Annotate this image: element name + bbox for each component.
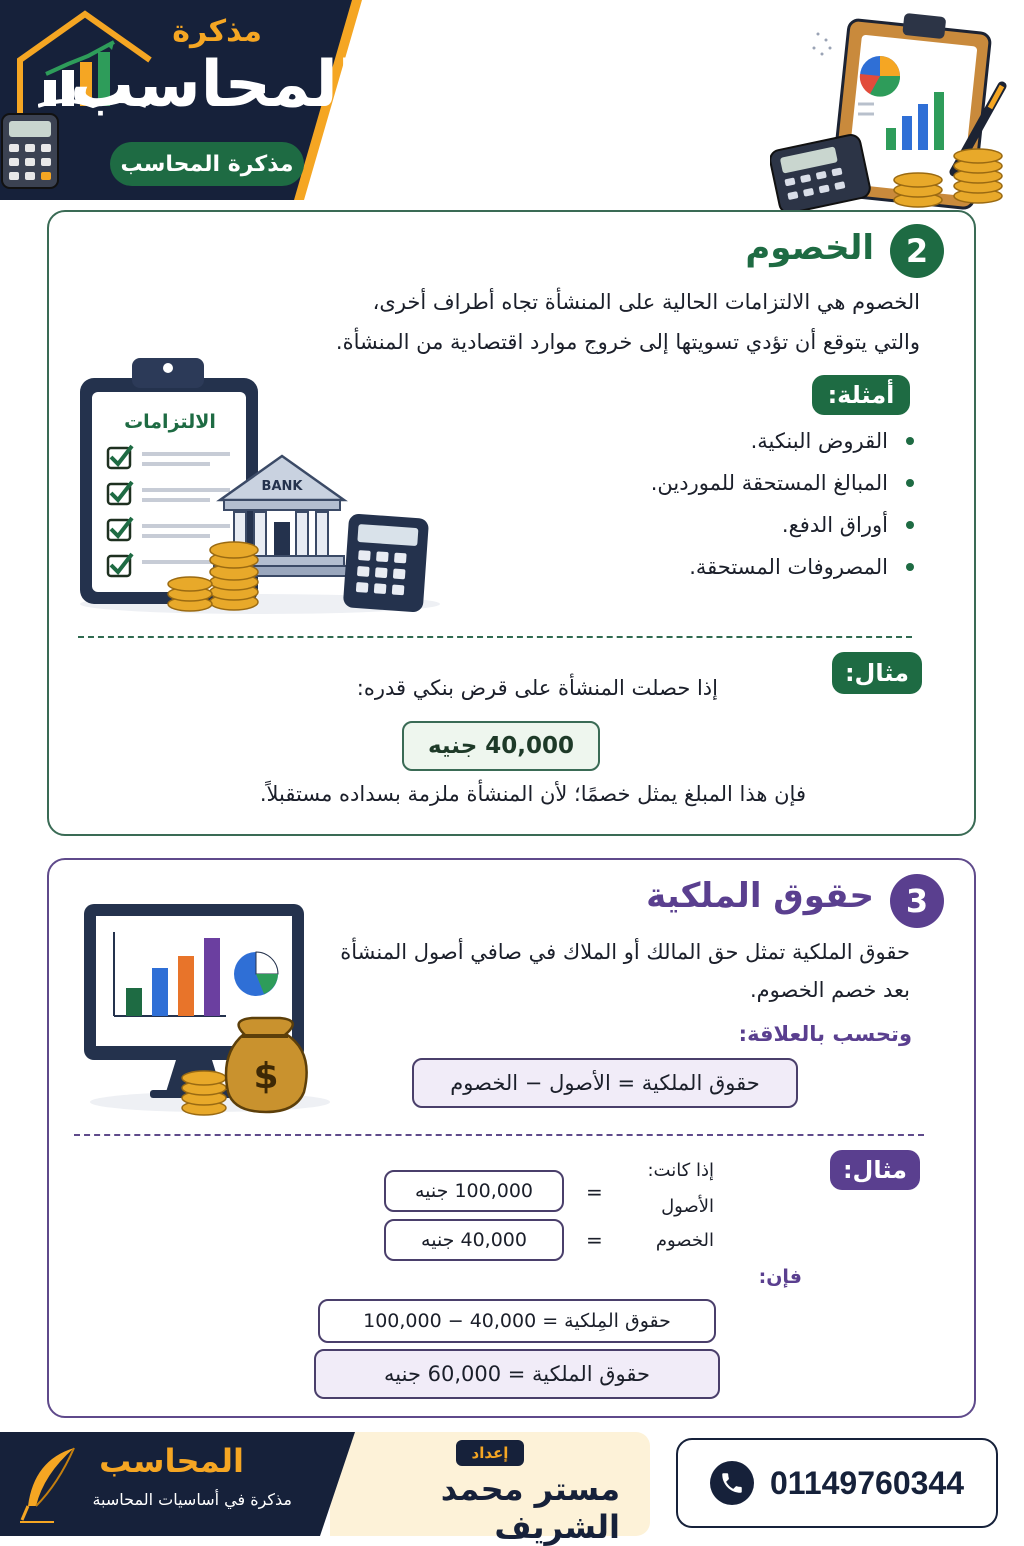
examples-tag: أمثلة: [812, 375, 910, 415]
footer-brand-subtitle: مذكرة في أساسيات المحاسبة [92, 1490, 292, 1509]
equity-calculation: حقوق المِلكية = 40,000 − 100,000 [318, 1299, 716, 1343]
quill-icon [14, 1444, 84, 1524]
equity-title: حقوق الملكية [646, 876, 874, 916]
equity-formula: حقوق الملكية = الأصول − الخصوم [412, 1058, 798, 1108]
svg-text:$: $ [253, 1056, 279, 1097]
bullet-icon [906, 479, 914, 487]
phone-number[interactable]: 01149760344 [770, 1464, 964, 1501]
assets-label: الأصول [661, 1196, 714, 1217]
calculator-icon [343, 513, 429, 612]
list-item: القروض البنكية. [494, 420, 914, 462]
example-tag: مثال: [832, 652, 922, 694]
phone-icon [710, 1461, 754, 1505]
liabilities-label: الخصوم [655, 1230, 714, 1251]
example-intro: إذا حصلت المنشأة على قرض بنكي قدره: [356, 676, 718, 700]
coins-icon [182, 1071, 226, 1115]
section-number-3: 3 [890, 874, 944, 928]
equity-definition-line2: بعد خصم الخصوم. [749, 978, 910, 1002]
relation-label: وتحسب بالعلاقة: [738, 1022, 912, 1046]
liabilities-value: 40,000 جنيه [384, 1219, 564, 1261]
bullet-icon [906, 563, 914, 571]
logo-pill: مذكرة المحاسب [110, 142, 304, 186]
prepared-badge: إعداد [456, 1440, 524, 1466]
list-item: المبالغ المستحقة للموردين. [494, 462, 914, 504]
example-tag: مثال: [830, 1150, 920, 1190]
example-conclusion: فإن هذا المبلغ يمثل خصمًا؛ لأن المنشأة ملزمة بسداده مستقبلاً. [259, 782, 806, 806]
example-amount: 40,000 جنيه [402, 721, 600, 771]
liabilities-title: الخصوم [745, 228, 874, 268]
bank-label: BANK [261, 479, 303, 494]
equals-sign: = [586, 1228, 603, 1252]
clipboard-label: الالتزامات [124, 411, 216, 433]
section-number-2: 2 [890, 224, 944, 278]
liabilities-illustration [70, 352, 440, 620]
assets-value: 100,000 جنيه [384, 1170, 564, 1212]
footer-brand-title: المحاسب [99, 1442, 244, 1480]
liabilities-definition-line1: الخصوم هي الالتزامات الحالية على المنشأة تجاه أطراف أخرى، [372, 290, 920, 314]
equals-sign: = [586, 1180, 603, 1204]
list-item: المصروفات المستحقة. [494, 546, 914, 588]
equity-result: حقوق الملكية = 60,000 جنيه [314, 1349, 720, 1399]
calculator-icon [0, 112, 62, 190]
logo-big-title: المحاسب [70, 48, 360, 122]
phone-box [676, 1438, 998, 1528]
section-divider [74, 1134, 924, 1136]
logo-small-title: مذكرة [172, 14, 262, 49]
bullet-icon [906, 437, 914, 445]
if-label: إذا كانت: [647, 1160, 714, 1181]
list-item: أوراق الدفع. [494, 504, 914, 546]
equity-definition-line1: حقوق الملكية تمثل حق المالك أو الملاك في صافي أصول المنشأة [340, 940, 910, 964]
report-illustration [770, 4, 1010, 212]
liabilities-definition-line2: والتي يتوقع أن تؤدي تسويتها إلى خروج موارد اقتصادية من المنشأة. [335, 330, 920, 354]
then-label: فإن: [758, 1266, 802, 1288]
author-name: مستر محمد الشريف [440, 1470, 620, 1546]
monitor-illustration [80, 902, 340, 1120]
examples-list [494, 420, 914, 588]
bullet-icon [906, 521, 914, 529]
section-divider [78, 636, 912, 638]
